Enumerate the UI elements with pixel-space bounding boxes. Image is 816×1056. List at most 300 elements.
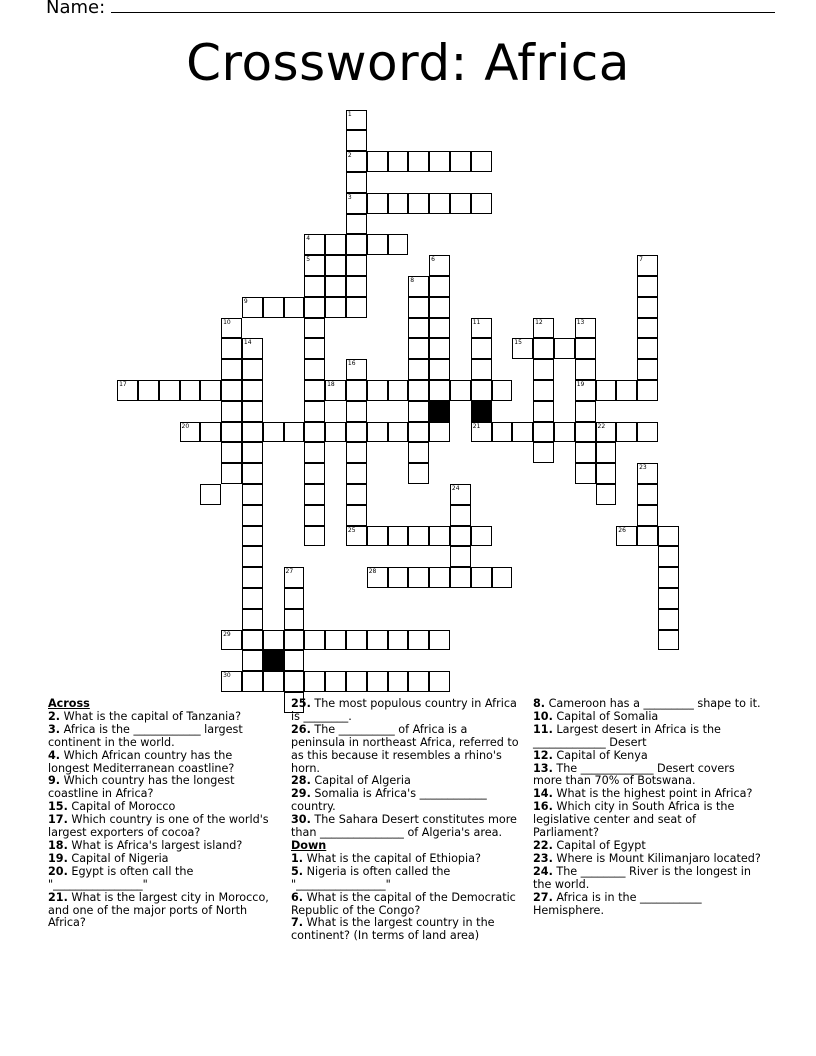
grid-cell[interactable]	[242, 338, 263, 359]
grid-cell[interactable]	[242, 401, 263, 422]
clue-number: 24	[451, 485, 460, 492]
clue-text: What is the highest point in Africa?	[552, 787, 753, 801]
grid-cell[interactable]	[658, 526, 679, 547]
grid-cell[interactable]	[242, 650, 263, 671]
grid-cell[interactable]	[242, 297, 263, 318]
grid-cell[interactable]	[263, 630, 284, 651]
grid-cell[interactable]	[367, 422, 388, 443]
grid-cell[interactable]	[596, 463, 617, 484]
grid-cell[interactable]	[304, 234, 325, 255]
grid-cell[interactable]	[242, 546, 263, 567]
grid-cell[interactable]	[242, 359, 263, 380]
clue-number-label: 17.	[48, 813, 68, 827]
grid-cell[interactable]	[575, 380, 596, 401]
grid-cell[interactable]	[304, 630, 325, 651]
grid-cell[interactable]	[346, 172, 367, 193]
grid-cell[interactable]	[325, 297, 346, 318]
grid-cell[interactable]	[575, 338, 596, 359]
clue-item	[291, 892, 519, 918]
clue-number-label: 7.	[291, 916, 304, 930]
grid-cell[interactable]	[429, 359, 450, 380]
clue-number: 8	[410, 277, 415, 284]
clue-number: 15	[514, 339, 522, 347]
clue-text: Cameroon has a _________ shape to it.	[545, 697, 761, 710]
clue-number-label: 24.	[533, 864, 553, 878]
grid-cell[interactable]	[346, 526, 367, 547]
grid-cell[interactable]	[637, 484, 658, 505]
clue-text: Largest desert in Africa is the _____________ Desert	[533, 722, 721, 749]
grid-cell[interactable]	[346, 359, 367, 380]
grid-cell[interactable]	[616, 526, 637, 547]
clue-item	[533, 801, 765, 840]
clue-number: 4	[306, 235, 311, 243]
grid-cell[interactable]	[408, 318, 429, 339]
grid-cell[interactable]	[346, 442, 367, 463]
grid-cell[interactable]	[637, 338, 658, 359]
grid-cell[interactable]	[325, 671, 346, 692]
clue-number: 16	[347, 360, 356, 368]
grid-cell[interactable]	[284, 297, 305, 318]
clue-text: Which city in South Africa is the legislative center and seat of Parliament?	[533, 800, 735, 840]
grid-cell[interactable]	[221, 463, 242, 484]
grid-cell[interactable]	[408, 359, 429, 380]
down-heading: Down	[291, 838, 327, 852]
clue-item	[291, 814, 519, 840]
clues-column-3	[533, 698, 765, 917]
grid-cell[interactable]	[388, 567, 409, 588]
clue-number-label: 29.	[291, 787, 311, 801]
grid-block	[429, 401, 450, 422]
clue-text: Where is Mount Kilimanjaro located?	[552, 851, 761, 865]
clue-number: 27	[285, 568, 294, 576]
grid-cell[interactable]	[408, 630, 429, 651]
clue-text: What is Africa's largest island?	[67, 838, 243, 852]
grid-cell[interactable]	[429, 297, 450, 318]
grid-cell[interactable]	[616, 422, 637, 443]
grid-cell[interactable]	[388, 630, 409, 651]
grid-cell[interactable]	[346, 505, 367, 526]
grid-cell[interactable]	[304, 380, 325, 401]
grid-cell[interactable]	[367, 151, 388, 172]
clue-number: 12	[535, 318, 543, 326]
clue-number-label: 20.	[48, 864, 68, 878]
clue-text: What is the largest country in the continent? (In terms of land area)	[291, 916, 495, 943]
clue-text: Which country is one of the world's largest exporters of cocoa?	[48, 813, 269, 840]
grid-cell[interactable]	[346, 422, 367, 443]
grid-cell[interactable]	[242, 380, 263, 401]
grid-cell[interactable]	[242, 588, 263, 609]
grid-cell[interactable]	[242, 609, 263, 630]
grid-cell[interactable]	[325, 380, 346, 401]
grid-cell[interactable]	[367, 526, 388, 547]
clue-number: 19	[576, 381, 585, 388]
grid-cell[interactable]	[575, 463, 596, 484]
clue-item	[48, 724, 276, 750]
clue-number: 10	[223, 318, 231, 326]
grid-cell[interactable]	[429, 671, 450, 692]
grid-cell[interactable]	[242, 567, 263, 588]
grid-cell[interactable]	[637, 255, 658, 276]
clue-number-label: 8.	[533, 697, 546, 710]
clue-item	[48, 814, 276, 840]
clue-number-label: 13.	[533, 761, 553, 775]
grid-cell[interactable]	[180, 422, 201, 443]
grid-cell[interactable]	[637, 463, 658, 484]
grid-cell[interactable]	[408, 567, 429, 588]
grid-cell[interactable]	[596, 380, 617, 401]
grid-cell[interactable]	[304, 505, 325, 526]
grid-cell[interactable]	[450, 193, 471, 214]
clue-number: 7	[639, 256, 643, 264]
grid-cell[interactable]	[159, 380, 180, 401]
grid-cell[interactable]	[346, 484, 367, 505]
grid-cell[interactable]	[408, 297, 429, 318]
grid-cell[interactable]	[512, 338, 533, 359]
grid-cell[interactable]	[367, 671, 388, 692]
grid-cell[interactable]	[471, 526, 492, 547]
grid-cell[interactable]	[429, 193, 450, 214]
grid-cell[interactable]	[388, 671, 409, 692]
clue-text: What is the largest city in Morocco, and one of the major ports of North Africa?	[48, 890, 269, 930]
grid-cell[interactable]	[471, 338, 492, 359]
clue-number: 28	[368, 568, 377, 576]
clue-item	[48, 750, 276, 776]
grid-cell[interactable]	[346, 214, 367, 235]
grid-cell[interactable]	[304, 526, 325, 547]
grid-cell[interactable]	[429, 276, 450, 297]
grid-cell[interactable]	[304, 276, 325, 297]
grid-cell[interactable]	[325, 276, 346, 297]
grid-cell[interactable]	[471, 193, 492, 214]
grid-cell[interactable]	[304, 442, 325, 463]
grid-cell[interactable]	[242, 484, 263, 505]
grid-cell[interactable]	[346, 234, 367, 255]
grid-cell[interactable]	[221, 318, 242, 339]
clue-number-label: 2.	[48, 709, 61, 723]
grid-cell[interactable]	[471, 151, 492, 172]
grid-cell[interactable]	[346, 401, 367, 422]
clue-text: What is the capital of Ethiopia?	[303, 851, 481, 865]
grid-cell[interactable]	[637, 505, 658, 526]
clue-number: 13	[576, 318, 585, 326]
clue-number-label: 3.	[48, 722, 61, 736]
grid-cell[interactable]	[284, 671, 305, 692]
grid-cell[interactable]	[242, 505, 263, 526]
grid-cell[interactable]	[242, 422, 263, 443]
grid-cell[interactable]	[325, 630, 346, 651]
clue-number-label: 1.	[291, 851, 304, 865]
grid-cell[interactable]	[304, 463, 325, 484]
clue-number-label: 22.	[533, 838, 553, 852]
grid-cell[interactable]	[325, 255, 346, 276]
clue-text: What is the capital of Tanzania?	[60, 709, 242, 723]
grid-cell[interactable]	[658, 567, 679, 588]
clue-number: 11	[472, 318, 481, 326]
clue-text: Africa is the ____________ largest continent in the world.	[48, 722, 243, 749]
across-heading: Across	[48, 697, 90, 710]
grid-cell[interactable]	[450, 380, 471, 401]
grid-cell[interactable]	[367, 630, 388, 651]
grid-cell[interactable]	[450, 484, 471, 505]
grid-cell[interactable]	[429, 567, 450, 588]
grid-cell[interactable]	[408, 526, 429, 547]
grid-cell[interactable]	[429, 338, 450, 359]
grid-cell[interactable]	[221, 380, 242, 401]
grid-cell[interactable]	[450, 151, 471, 172]
clue-item	[291, 917, 519, 943]
grid-cell[interactable]	[221, 630, 242, 651]
grid-cell[interactable]	[596, 442, 617, 463]
grid-cell[interactable]	[637, 380, 658, 401]
grid-cell[interactable]	[575, 442, 596, 463]
clue-item	[48, 866, 276, 892]
clue-text: Capital of Somalia	[552, 709, 659, 723]
clue-text: Capital of Kenya	[552, 748, 648, 762]
grid-block	[263, 650, 284, 671]
clue-text: Which country has the longest coastline in Africa?	[48, 774, 235, 801]
grid-cell[interactable]	[346, 193, 367, 214]
grid-cell[interactable]	[325, 234, 346, 255]
grid-cell[interactable]	[408, 151, 429, 172]
clue-number: 1	[347, 110, 352, 118]
grid-cell[interactable]	[284, 567, 305, 588]
grid-cell[interactable]	[388, 234, 409, 255]
grid-cell[interactable]	[596, 484, 617, 505]
clue-text: Somalia is Africa's ____________ country.	[291, 787, 487, 814]
grid-cell[interactable]	[408, 442, 429, 463]
grid-cell[interactable]	[388, 193, 409, 214]
grid-cell[interactable]	[221, 422, 242, 443]
grid-cell[interactable]	[471, 422, 492, 443]
grid-cell[interactable]	[221, 359, 242, 380]
grid-cell[interactable]	[429, 422, 450, 443]
grid-cell[interactable]	[367, 380, 388, 401]
grid-cell[interactable]	[408, 671, 429, 692]
grid-cell[interactable]	[284, 650, 305, 671]
clue-number: 29	[223, 630, 231, 638]
grid-cell[interactable]	[346, 276, 367, 297]
grid-cell[interactable]	[263, 422, 284, 443]
grid-cell[interactable]	[637, 526, 658, 547]
clue-number: 30	[223, 672, 231, 680]
grid-cell[interactable]	[242, 630, 263, 651]
grid-cell[interactable]	[221, 338, 242, 359]
clue-text: The Sahara Desert constitutes more than _______________ of Algeria's area.	[291, 813, 517, 840]
grid-cell[interactable]	[596, 422, 617, 443]
grid-cell[interactable]	[429, 630, 450, 651]
grid-cell[interactable]	[658, 588, 679, 609]
clue-number-label: 30.	[291, 813, 311, 827]
clue-text: The ________ River is the longest in the world.	[533, 864, 752, 891]
clue-number: 17	[119, 381, 127, 388]
clue-number: 26	[618, 526, 626, 534]
grid-cell[interactable]	[284, 630, 305, 651]
clue-text: The __________ of Africa is a peninsula in northeast Africa, referred to as this because it resembles a rhino's horn.	[291, 722, 519, 775]
clue-number-label: 23.	[533, 851, 553, 865]
grid-cell[interactable]	[304, 401, 325, 422]
clue-number: 9	[243, 297, 248, 305]
grid-cell[interactable]	[388, 380, 409, 401]
clue-number-label: 10.	[533, 709, 553, 723]
clue-number: 2	[347, 152, 352, 160]
grid-cell[interactable]	[616, 380, 637, 401]
grid-cell[interactable]	[471, 318, 492, 339]
grid-cell[interactable]	[575, 422, 596, 443]
grid-cell[interactable]	[263, 671, 284, 692]
clue-item	[291, 788, 519, 814]
grid-cell[interactable]	[575, 318, 596, 339]
grid-cell[interactable]	[346, 297, 367, 318]
grid-cell[interactable]	[304, 671, 325, 692]
grid-cell[interactable]	[304, 255, 325, 276]
grid-cell[interactable]	[637, 318, 658, 339]
grid-cell[interactable]	[263, 297, 284, 318]
grid-cell[interactable]	[180, 380, 201, 401]
grid-cell[interactable]	[492, 422, 513, 443]
grid-cell[interactable]	[533, 338, 554, 359]
grid-cell[interactable]	[429, 151, 450, 172]
clue-number-label: 19.	[48, 851, 68, 865]
grid-cell[interactable]	[346, 130, 367, 151]
grid-cell[interactable]	[367, 193, 388, 214]
grid-cell[interactable]	[138, 380, 159, 401]
grid-cell[interactable]	[242, 463, 263, 484]
clue-number-label: 6.	[291, 890, 304, 904]
clue-text: Egypt is often call the "________________"	[48, 864, 194, 891]
clue-item	[533, 866, 765, 892]
grid-cell[interactable]	[533, 401, 554, 422]
grid-cell[interactable]	[471, 359, 492, 380]
clues-column-2	[291, 698, 519, 943]
grid-cell[interactable]	[429, 526, 450, 547]
grid-cell[interactable]	[117, 380, 138, 401]
grid-cell[interactable]	[429, 380, 450, 401]
grid-cell[interactable]	[346, 671, 367, 692]
grid-cell[interactable]	[554, 422, 575, 443]
clue-number-label: 4.	[48, 748, 61, 762]
grid-cell[interactable]	[533, 318, 554, 339]
grid-cell[interactable]	[346, 380, 367, 401]
grid-cell[interactable]	[346, 463, 367, 484]
grid-cell[interactable]	[304, 422, 325, 443]
clue-text: Africa is in the ___________ Hemisphere.	[533, 890, 702, 917]
grid-cell[interactable]	[429, 318, 450, 339]
grid-cell[interactable]	[637, 422, 658, 443]
grid-cell[interactable]	[575, 401, 596, 422]
grid-cell[interactable]	[221, 442, 242, 463]
grid-cell[interactable]	[346, 110, 367, 131]
page-title: Crossword: Africa	[186, 34, 630, 92]
clue-number: 5	[306, 256, 311, 264]
grid-cell[interactable]	[408, 380, 429, 401]
grid-cell[interactable]	[554, 338, 575, 359]
clue-number-label: 27.	[533, 890, 553, 904]
grid-cell[interactable]	[200, 484, 221, 505]
grid-cell[interactable]	[658, 546, 679, 567]
grid-cell[interactable]	[284, 422, 305, 443]
clue-number: 20	[181, 422, 190, 430]
grid-cell[interactable]	[450, 546, 471, 567]
grid-cell[interactable]	[658, 609, 679, 630]
grid-cell[interactable]	[533, 380, 554, 401]
grid-cell[interactable]	[492, 380, 513, 401]
clue-text: What is the capital of the Democratic Republic of the Congo?	[291, 890, 516, 917]
grid-cell[interactable]	[492, 567, 513, 588]
grid-cell[interactable]	[450, 505, 471, 526]
grid-cell[interactable]	[408, 422, 429, 443]
grid-cell[interactable]	[284, 609, 305, 630]
grid-cell[interactable]	[408, 193, 429, 214]
grid-cell[interactable]	[533, 422, 554, 443]
grid-cell[interactable]	[346, 630, 367, 651]
grid-cell[interactable]	[637, 297, 658, 318]
grid-cell[interactable]	[533, 359, 554, 380]
grid-cell[interactable]	[471, 380, 492, 401]
grid-cell[interactable]	[408, 401, 429, 422]
clue-text: Capital of Egypt	[552, 838, 646, 852]
grid-cell[interactable]	[388, 526, 409, 547]
grid-cell[interactable]	[637, 359, 658, 380]
grid-cell[interactable]	[450, 567, 471, 588]
clue-number-label: 25.	[291, 697, 311, 710]
grid-cell[interactable]	[346, 151, 367, 172]
clue-item	[533, 724, 765, 750]
grid-cell[interactable]	[346, 255, 367, 276]
grid-cell[interactable]	[408, 276, 429, 297]
grid-cell[interactable]	[575, 359, 596, 380]
grid-cell[interactable]	[367, 234, 388, 255]
grid-cell[interactable]	[242, 526, 263, 547]
grid-cell[interactable]	[388, 151, 409, 172]
grid-cell[interactable]	[533, 442, 554, 463]
clue-number-label: 15.	[48, 800, 68, 814]
grid-cell[interactable]	[242, 671, 263, 692]
grid-block	[471, 401, 492, 422]
grid-cell[interactable]	[637, 276, 658, 297]
grid-cell[interactable]	[658, 630, 679, 651]
grid-cell[interactable]	[388, 422, 409, 443]
name-label: Name:	[46, 0, 106, 18]
grid-cell[interactable]	[200, 422, 221, 443]
clue-number: 21	[472, 422, 481, 430]
grid-cell[interactable]	[304, 484, 325, 505]
grid-cell[interactable]	[408, 338, 429, 359]
clue-item	[291, 724, 519, 776]
grid-cell[interactable]	[512, 422, 533, 443]
grid-cell[interactable]	[429, 255, 450, 276]
grid-cell[interactable]	[325, 422, 346, 443]
grid-cell[interactable]	[367, 567, 388, 588]
clue-number: 18	[327, 381, 335, 388]
grid-cell[interactable]	[408, 463, 429, 484]
grid-cell[interactable]	[450, 526, 471, 547]
grid-cell[interactable]	[304, 297, 325, 318]
grid-cell[interactable]	[221, 401, 242, 422]
clue-number-label: 16.	[533, 800, 553, 814]
grid-cell[interactable]	[200, 380, 221, 401]
clue-number: 14	[243, 339, 252, 347]
clue-number-label: 26.	[291, 722, 311, 736]
grid-cell[interactable]	[304, 318, 325, 339]
grid-cell[interactable]	[304, 359, 325, 380]
grid-cell[interactable]	[221, 671, 242, 692]
clue-number: 23	[639, 464, 647, 472]
clue-text: Which African country has the longest Mediterranean coastline?	[48, 748, 235, 775]
grid-cell[interactable]	[242, 442, 263, 463]
grid-cell[interactable]	[304, 338, 325, 359]
grid-cell[interactable]	[284, 588, 305, 609]
grid-cell[interactable]	[471, 567, 492, 588]
